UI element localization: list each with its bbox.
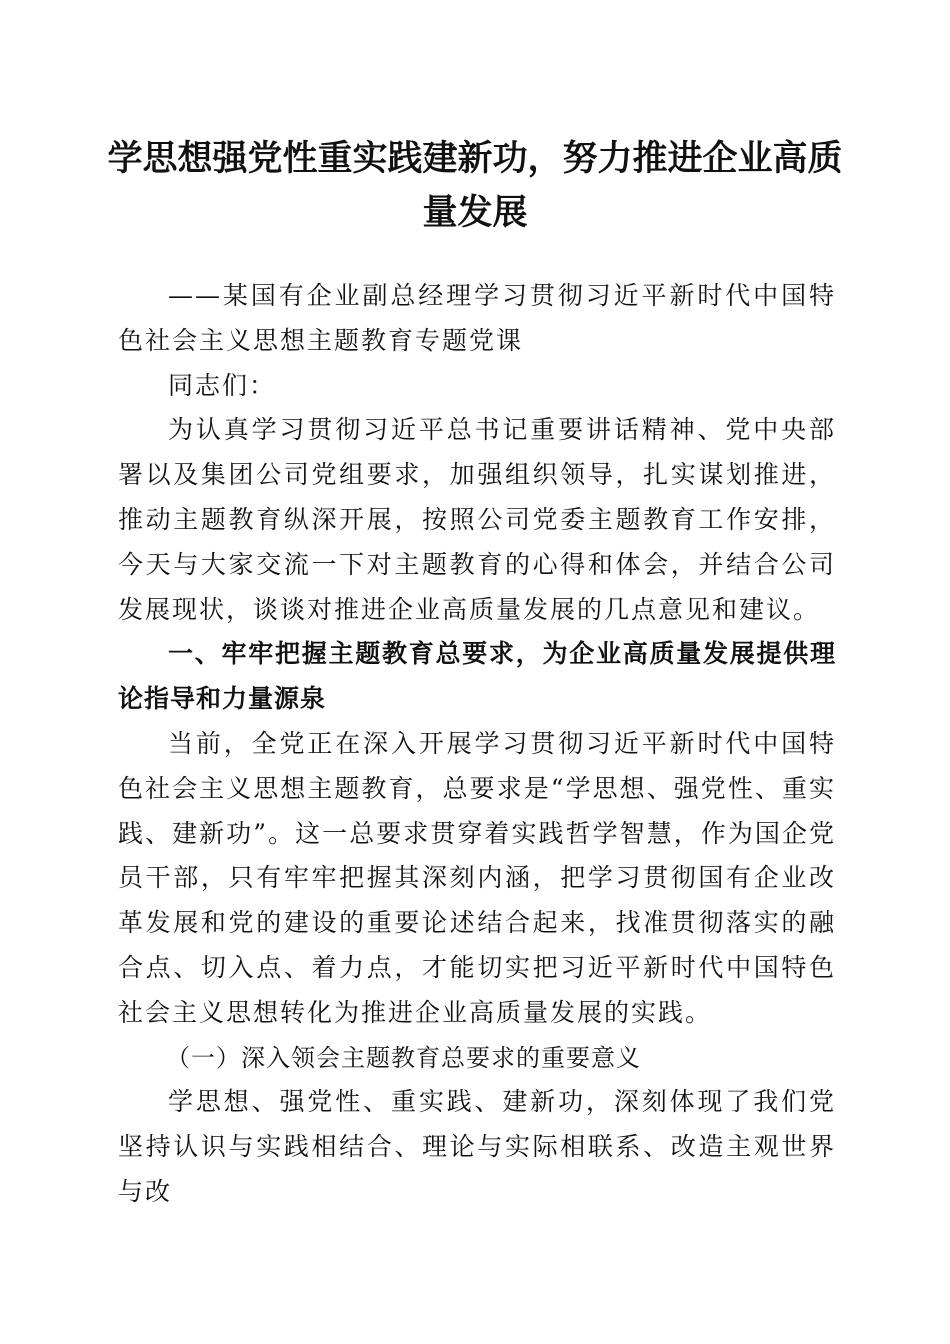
subsection-1-paragraph: 学思想、强党性、重实践、建新功，深刻体现了我们党坚持认识与实践相结合、理论与实际相联系、改造主观世界与改 (118, 1087, 836, 1206)
document-subtitle: ——某国有企业副总经理学习贯彻习近平新时代中国特色社会主义思想主题教育专题党课 (118, 281, 836, 355)
section-1-paragraph: 当前，全党正在深入开展学习贯彻习近平新时代中国特色社会主义思想主题教育，总要求是“学思想、强党性、重实践、建新功”。这一总要求贯穿着实践哲学智慧，作为国企党员干部，只有牢牢把握其深刻内涵，把学习贯彻国有企业改革发展和党的建设的重要论述结合起来，找准贯彻落实的融合点、切入点、着力点，才能切实把习近平新时代中国特色社会主义思想转化为推进企业高质量发展的实践。 (118, 728, 836, 1027)
salutation: 同志们： (168, 370, 277, 400)
document-body (118, 274, 836, 1215)
intro-paragraph: 为认真学习贯彻习近平总书记重要讲话精神、党中央部署以及集团公司党组要求，加强组织领导，扎实谋划推进，推动主题教育纵深开展，按照公司党委主题教育工作安排，今天与大家交流一下对主题教育的心得和体会，并结合公司发展现状，谈谈对推进企业高质量发展的几点意见和建议。 (118, 415, 836, 624)
document-title: 学思想强党性重实践建新功，努力推进企业高质量发展 (107, 139, 843, 233)
subsection-1-heading: （一）深入领会主题教育总要求的重要意义 (166, 1043, 641, 1072)
section-1-heading: 一、牢牢把握主题教育总要求，为企业高质量发展提供理论指导和力量源泉 (118, 639, 836, 714)
